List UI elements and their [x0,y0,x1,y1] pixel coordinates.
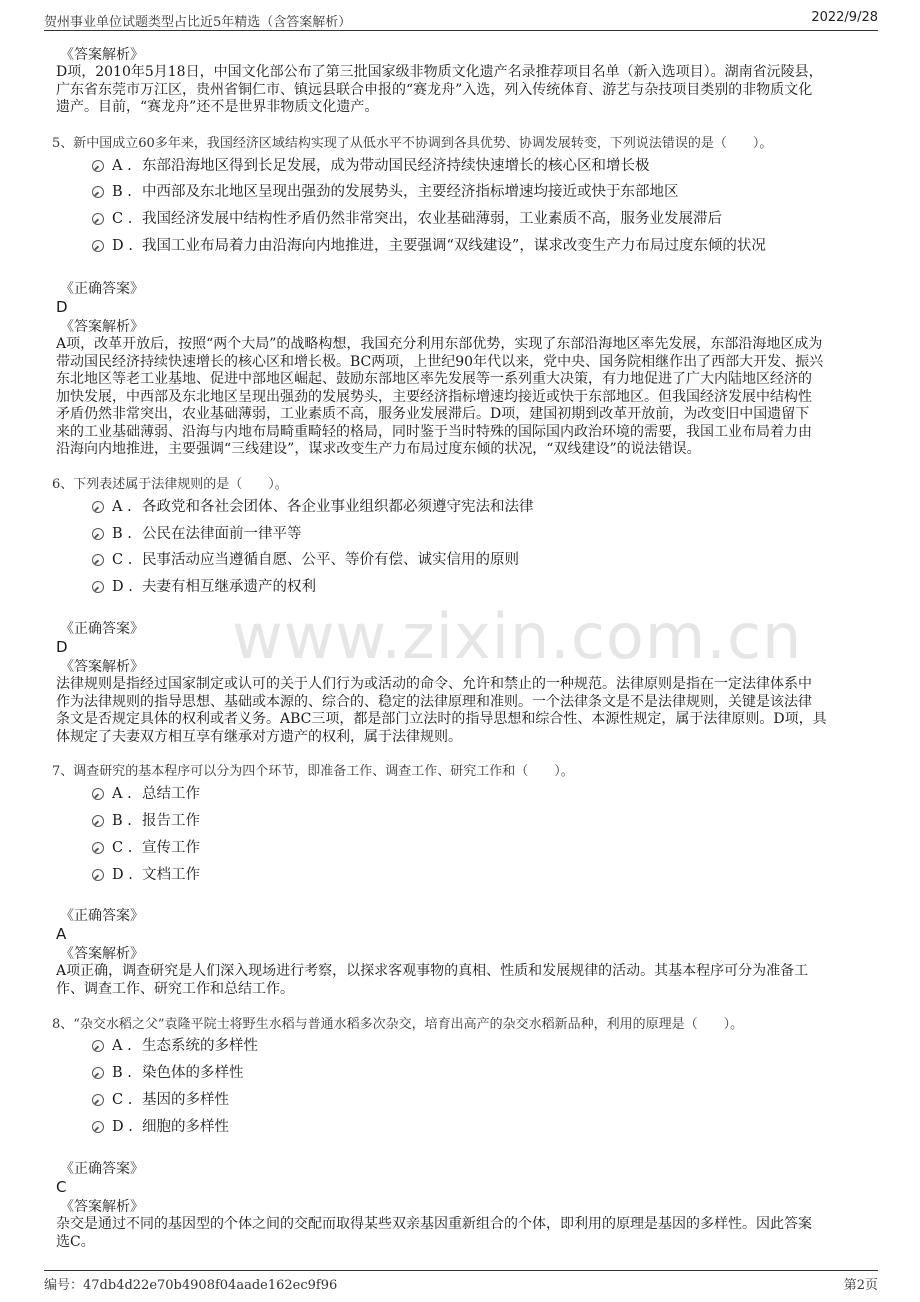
explanation-text: D项，2010年5月18日，中国文化部公布了第三批国家级非物质文化遗产名录推荐项目名单（新入选项目）。湖南省沅陵县， 广东省东莞市万江区，贵州省铜仁市、镇远县联合申报的“赛龙舟”入选，列入传统体育、游艺与杂技项目类别的非物质文化 遗产。目前，“赛龙舟”还不是世界非物质文化遗产。 [56,64,823,115]
radio-icon[interactable] [92,240,104,252]
radio-icon[interactable] [92,788,104,800]
explanation-text: A项，改革开放后，按照“两个大局”的战略构想，我国充分利用东部优势，实现了东部沿海地区率先发展，东部沿海地区成为 带动国民经济持续快速增长的核心区和增长极。BC两项，上世纪90年代以来，党中央、国务院相继作出了西部大开发、振兴 东北地区等老工业基地、促进中部地区崛起、鼓励东部地区率先发展等一系列重大决策，有力地促进了广大内陆地区经济的 加快发展，中西部及东北地区呈现出强劲的发展势头，主要经济指标增速均接近或快于东部地区。但我国经济发展中结构性 矛盾仍然非常突出，农业基础薄弱，工业素质不高，服务业发展滞后。D项，建国初期到改革开放前，为改变旧中国遗留下 来的工业基础薄弱、沿海与内地布局畸重畸轻的格局，同时鉴于当时特殊的国际国内政治环境的需要，我国工业布局着力由 沿海向内地推进，主要强调“三线建设”，谋求改变生产力布局过度东倾的状况，“双线建设”的说法错误。 [56,336,824,457]
radio-icon[interactable] [92,1121,104,1133]
explanation-label: 《答案解析》 [60,946,144,962]
option-a[interactable]: A . 总结工作 [92,783,852,805]
radio-icon[interactable] [92,554,104,566]
option-c[interactable]: C . 宣传工作 [92,837,852,859]
explanation-label: 《答案解析》 [60,47,144,63]
question-stem: 8、“杂交水稻之父”袁隆平院士将野生水稻与普通水稻多次杂交，培育出高产的杂交水稻新品种，利用的原理是（ ）。 [52,1017,744,1032]
correct-answer: A [56,925,67,943]
radio-icon[interactable] [92,869,104,881]
radio-icon[interactable] [92,842,104,854]
option-b[interactable]: B . 中西部及东北地区呈现出强劲的发展势头，主要经济指标增速均接近或快于东部地区 [92,181,852,203]
option-b[interactable]: B . 报告工作 [92,810,852,832]
option-a[interactable]: A . 各政党和各社会团体、各企业事业组织都必须遵守宪法和法律 [92,496,852,518]
correct-answer: D [56,298,68,316]
radio-icon[interactable] [92,528,104,540]
option-b[interactable]: B . 公民在法律面前一律平等 [92,523,852,545]
page-footer [44,1270,878,1293]
correct-answer-label: 《正确答案》 [60,908,144,924]
explanation-label: 《答案解析》 [60,1199,144,1215]
question-stem: 6、下列表述属于法律规则的是（ ）。 [52,477,288,492]
option-a[interactable]: A . 生态系统的多样性 [92,1035,852,1057]
correct-answer-label: 《正确答案》 [60,621,144,637]
option-c[interactable]: C . 民事活动应当遵循自愿、公平、等价有偿、诚实信用的原则 [92,549,852,571]
document-title: 贺州事业单位试题类型占比近5年精选（含答案解析） [44,15,352,30]
radio-icon[interactable] [92,160,104,172]
radio-icon[interactable] [92,1094,104,1106]
option-c[interactable]: C . 基因的多样性 [92,1089,852,1111]
page-header [44,8,878,31]
document-code: 编号：47db4d22e70b4908f04aade162ec9f96 [44,1278,338,1293]
correct-answer-label: 《正确答案》 [60,1161,144,1177]
page-number: 第2页 [843,1278,878,1293]
option-c[interactable]: C . 我国经济发展中结构性矛盾仍然非常突出，农业基础薄弱，工业素质不高，服务业发展滞后 [92,208,852,230]
radio-icon[interactable] [92,501,104,513]
option-d[interactable]: D . 我国工业布局着力由沿海向内地推进，主要强调“双线建设”，谋求改变生产力布局过度东倾的状况 [92,235,852,257]
question-stem: 7、调查研究的基本程序可以分为四个环节，即准备工作、调查工作、研究工作和（ ）。 [52,764,574,779]
explanation-label: 《答案解析》 [60,319,144,335]
option-b[interactable]: B . 染色体的多样性 [92,1062,852,1084]
correct-answer: C [56,1178,67,1196]
radio-icon[interactable] [92,581,104,593]
radio-icon[interactable] [92,1067,104,1079]
correct-answer-label: 《正确答案》 [60,281,144,297]
correct-answer: D [56,638,68,656]
option-d[interactable]: D . 夫妻有相互继承遗产的权利 [92,576,852,598]
watermark: www.zixin.com.cn [232,600,803,673]
option-d[interactable]: D . 细胞的多样性 [92,1116,852,1138]
explanation-text: A项正确，调查研究是人们深入现场进行考察，以探求客观事物的真相、性质和发展规律的活动。其基本程序可分为准备工 作、调查工作、研究工作和总结工作。 [56,963,809,997]
header-date: 2022/9/28 [811,10,878,25]
radio-icon[interactable] [92,186,104,198]
radio-icon[interactable] [92,1040,104,1052]
option-a[interactable]: A . 东部沿海地区得到长足发展，成为带动国民经济持续快速增长的核心区和增长极 [92,155,852,177]
explanation-text: 法律规则是指经过国家制定或认可的关于人们行为或活动的命令、允许和禁止的一种规范。法律原则是指在一定法律体系中 作为法律规则的指导思想、基础或本源的、综合的、稳定的法律原理和准则。一个法律条文是不是法律规则，关键是该法律 条文是否规定具体的权利或者义务。ABC三项，都是部门立法时的指导思想和综合性、本源性规定，属于法律原则。D项，具 体规定了夫妻双方相互享有继承对方遗产的权利，属于法律规则。 [56,676,827,745]
explanation-text: 杂交是通过不同的基因型的个体之间的交配而取得某些双亲基因重新组合的个体，即利用的原理是基因的多样性。因此答案 选C。 [56,1216,812,1250]
explanation-label: 《答案解析》 [60,659,144,675]
radio-icon[interactable] [92,815,104,827]
radio-icon[interactable] [92,213,104,225]
question-stem: 5、新中国成立60多年来，我国经济区域结构实现了从低水平不协调到各具优势、协调发展转变，下列说法错误的是（ ）。 [52,136,773,151]
option-d[interactable]: D . 文档工作 [92,864,852,886]
